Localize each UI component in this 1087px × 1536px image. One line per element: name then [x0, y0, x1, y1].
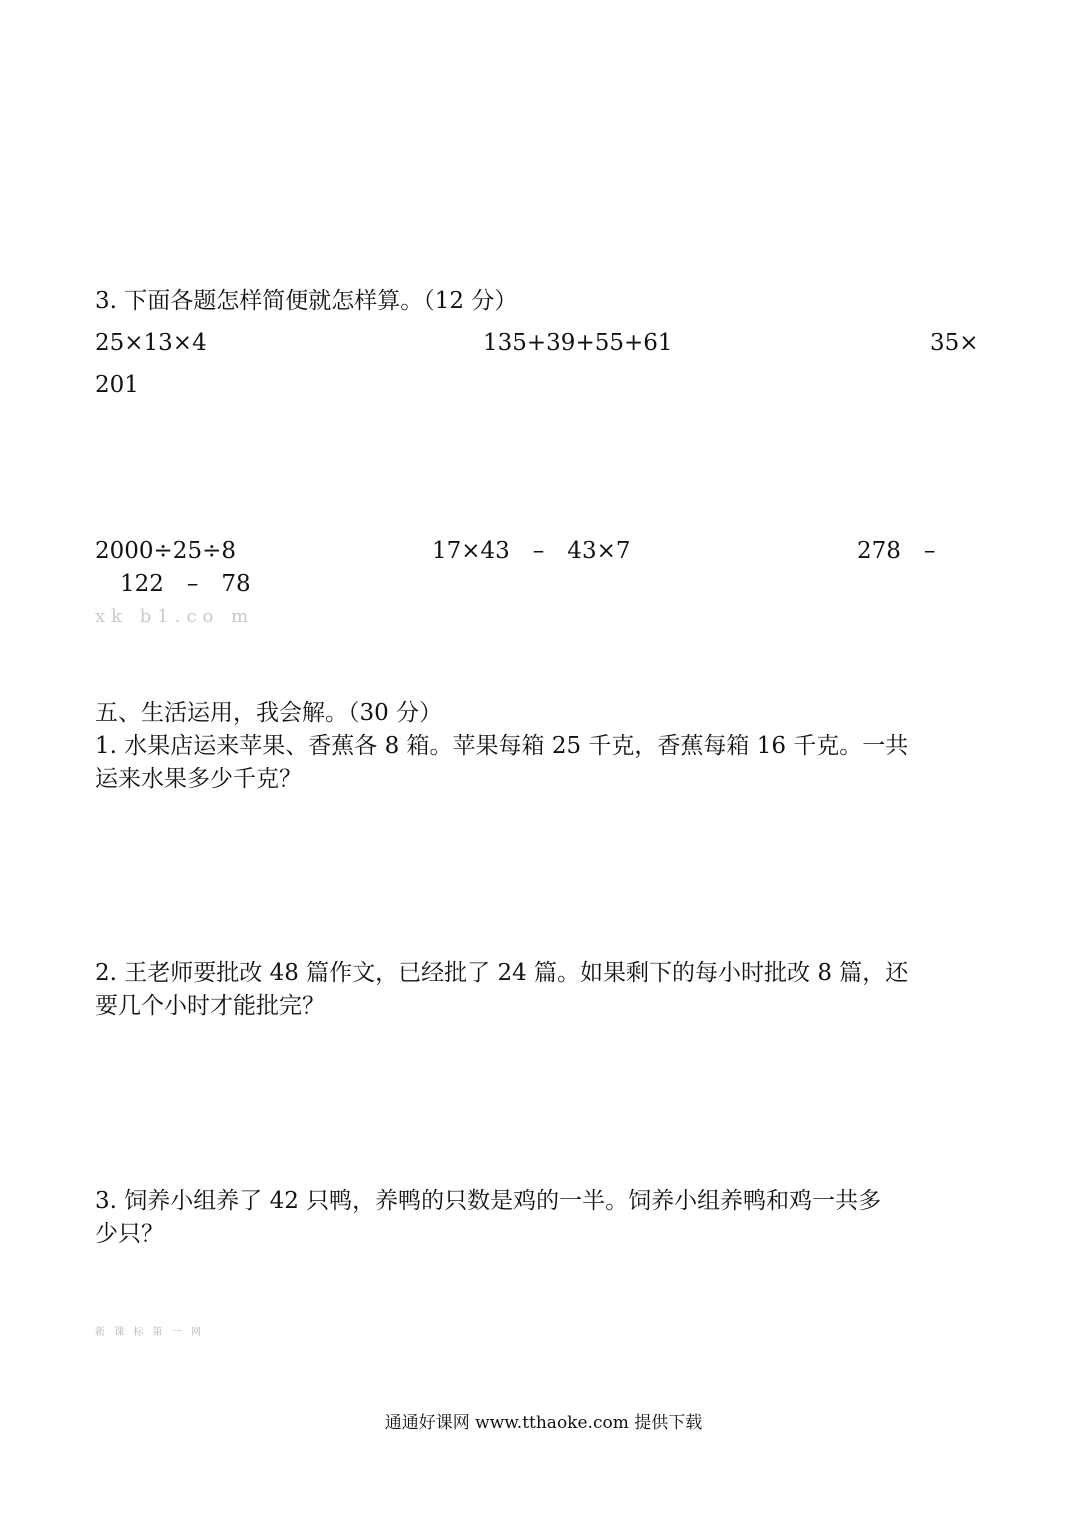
question3-line1: 3. 饲养小组养了 42 只鸭，养鸭的只数是鸡的一半。饲养小组养鸭和鸡一共多: [95, 1188, 882, 1214]
expr-row2-c-part1: 278 –: [857, 538, 936, 564]
question1-line2: 运来水果多少千克？: [95, 766, 302, 792]
expr-row1-c-part1: 35×: [930, 330, 979, 356]
question2-line1: 2. 王老师要批改 48 篇作文，已经批了 24 篇。如果剩下的每小时批改 8 篇，还: [95, 960, 909, 986]
section3-heading: 3. 下面各题怎样简便就怎样算。（12 分）: [95, 288, 518, 314]
expr-row1-c-part2: 201: [95, 372, 139, 398]
expr-row1-a: 25×13×4: [95, 330, 207, 356]
watermark-text: xk b1.co m: [95, 606, 255, 627]
question1-line1: 1. 水果店运来苹果、香蕉各 8 箱。苹果每箱 25 千克，香蕉每箱 16 千克。一共: [95, 733, 909, 759]
question3-line2: 少只？: [95, 1221, 164, 1247]
question2-line2: 要几个小时才能批完？: [95, 993, 325, 1019]
expr-row2-b: 17×43 – 43×7: [432, 538, 631, 564]
small-watermark: 新 课 标 第 一 网: [95, 1327, 204, 1338]
expr-row2-c-part2: 122 – 78: [120, 571, 251, 597]
expr-row2-a: 2000÷25÷8: [95, 538, 236, 564]
footer-text: 通通好课网 www.tthaoke.com 提供下载: [384, 1413, 703, 1433]
section5-heading: 五、生活运用，我会解。（30 分）: [95, 700, 443, 726]
expr-row1-b: 135+39+55+61: [483, 330, 673, 356]
